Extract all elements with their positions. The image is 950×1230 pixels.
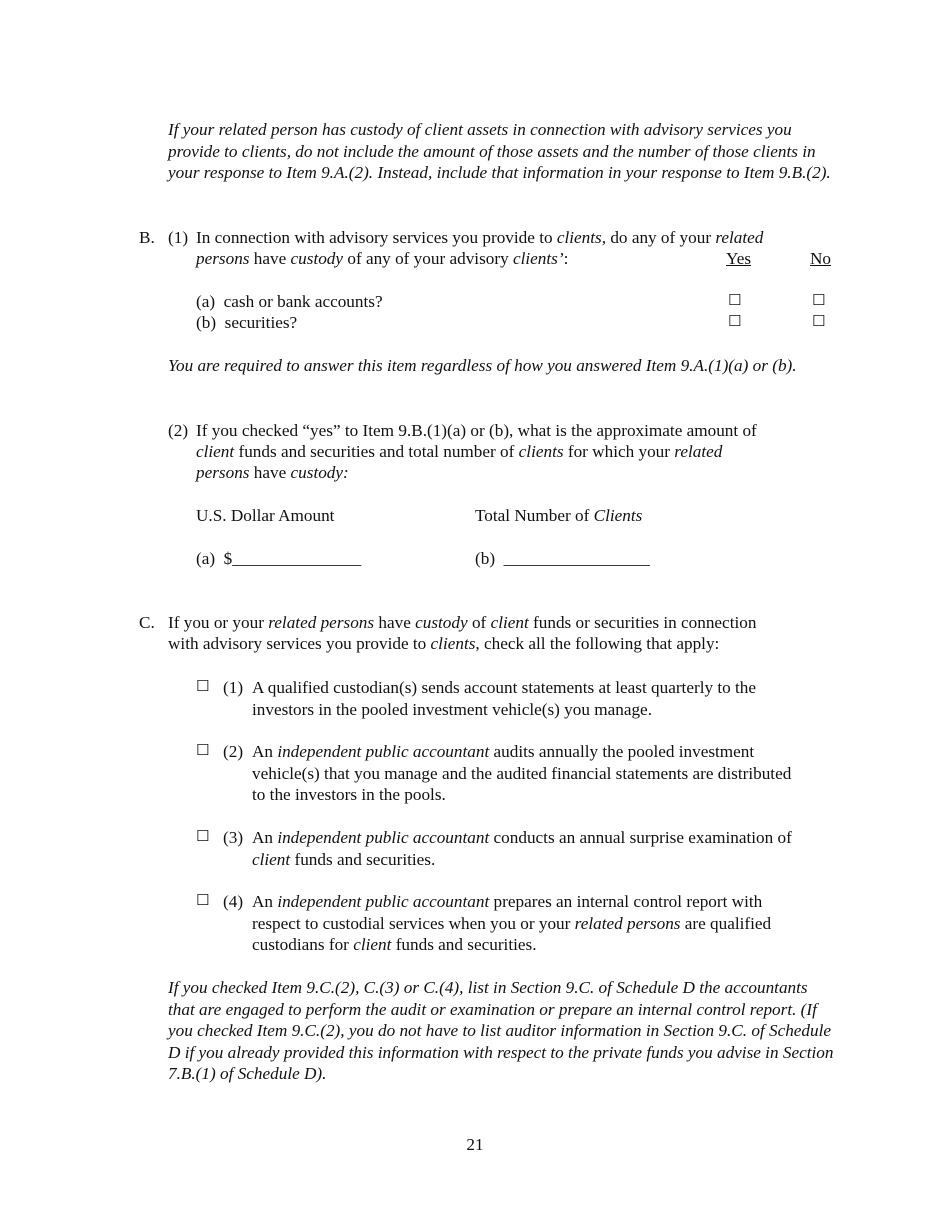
section-c-note: If you checked Item 9.C.(2), C.(3) or C.(4), list in Section 9.C. of Schedule D the accountants that are engaged to perform the audit or examination or prepare an internal control report. (If you checked Item 9.C.(2), you do not have to list auditor information in Section 9.C. of Schedule D if you already provided this information with respect to the private funds you advise in Section 7.B.(1) of Schedule D). bbox=[168, 978, 834, 1083]
option-2-text: An independent public accountant audits annually the pooled investment vehicle(s) that you manage and the audited financial statements are distributed to the investors in the pools. bbox=[252, 742, 792, 804]
total-clients-label: Total Number of Clients bbox=[475, 506, 643, 525]
option-1-number: (1) bbox=[223, 678, 244, 697]
q1-line1: In connection with advisory services you provide to clients, do any of your related bbox=[196, 228, 764, 247]
section-c-letter: C. bbox=[139, 613, 155, 632]
option-4-text: An independent public accountant prepares an internal control report with respect to custodial services when you or your related persons are qualified custodians for client funds and securities. bbox=[252, 892, 772, 954]
item-a-yes-checkbox[interactable]: ☐ bbox=[728, 291, 742, 309]
option-3-number: (3) bbox=[223, 828, 244, 847]
option-1-checkbox[interactable]: ☐ bbox=[196, 677, 210, 695]
option-4-number: (4) bbox=[223, 892, 244, 911]
item-b-no-checkbox[interactable]: ☐ bbox=[812, 312, 826, 330]
section-b-note: You are required to answer this item regardless of how you answered Item 9.A.(1)(a) or (b). bbox=[168, 356, 797, 375]
option-1-text: A qualified custodian(s) sends account statements at least quarterly to the investors in the pooled investment vehicle(s) you manage. bbox=[252, 678, 757, 719]
usd-amount-field[interactable]: (a) $_______________ bbox=[196, 549, 362, 568]
q1-line2: persons have custody of any of your advisory clients’: bbox=[196, 249, 569, 268]
option-2-checkbox[interactable]: ☐ bbox=[196, 741, 210, 759]
section-c-line1: If you or your related persons have custody of client funds or securities in connection bbox=[168, 613, 757, 632]
option-4-checkbox[interactable]: ☐ bbox=[196, 891, 210, 909]
column-yes: Yes bbox=[726, 249, 752, 268]
section-b-letter: B. bbox=[139, 228, 155, 247]
column-no: No bbox=[810, 249, 832, 268]
option-3-checkbox[interactable]: ☐ bbox=[196, 827, 210, 845]
q1-number: (1) bbox=[168, 228, 189, 247]
q2-line3: persons have custody: bbox=[196, 463, 349, 482]
q2-number: (2) bbox=[168, 421, 189, 440]
option-2-number: (2) bbox=[223, 742, 244, 761]
usd-amount-label: U.S. Dollar Amount bbox=[196, 506, 335, 525]
page-number: 21 bbox=[466, 1135, 484, 1154]
q2-line1: If you checked “yes” to Item 9.B.(1)(a) or (b), what is the approximate amount of bbox=[196, 421, 757, 440]
section-c-line2: with advisory services you provide to clients, check all the following that apply: bbox=[168, 634, 720, 653]
item-b-label: (b) securities? bbox=[196, 313, 298, 332]
intro-note: If your related person has custody of client assets in connection with advisory services you provide to clients, do not include the amount of those assets and the number of those clients in your response to Item 9.A.(2). Instead, include that information in your response to Item 9.B.(2). bbox=[168, 120, 831, 182]
total-clients-field[interactable]: (b) _________________ bbox=[475, 549, 650, 568]
option-3-text: An independent public accountant conducts an annual surprise examination of client funds and securities. bbox=[252, 828, 792, 869]
q2-line2: client funds and securities and total number of clients for which your related bbox=[196, 442, 723, 461]
item-a-label: (a) cash or bank accounts? bbox=[196, 292, 383, 311]
item-a-no-checkbox[interactable]: ☐ bbox=[812, 291, 826, 309]
item-b-yes-checkbox[interactable]: ☐ bbox=[728, 312, 742, 330]
